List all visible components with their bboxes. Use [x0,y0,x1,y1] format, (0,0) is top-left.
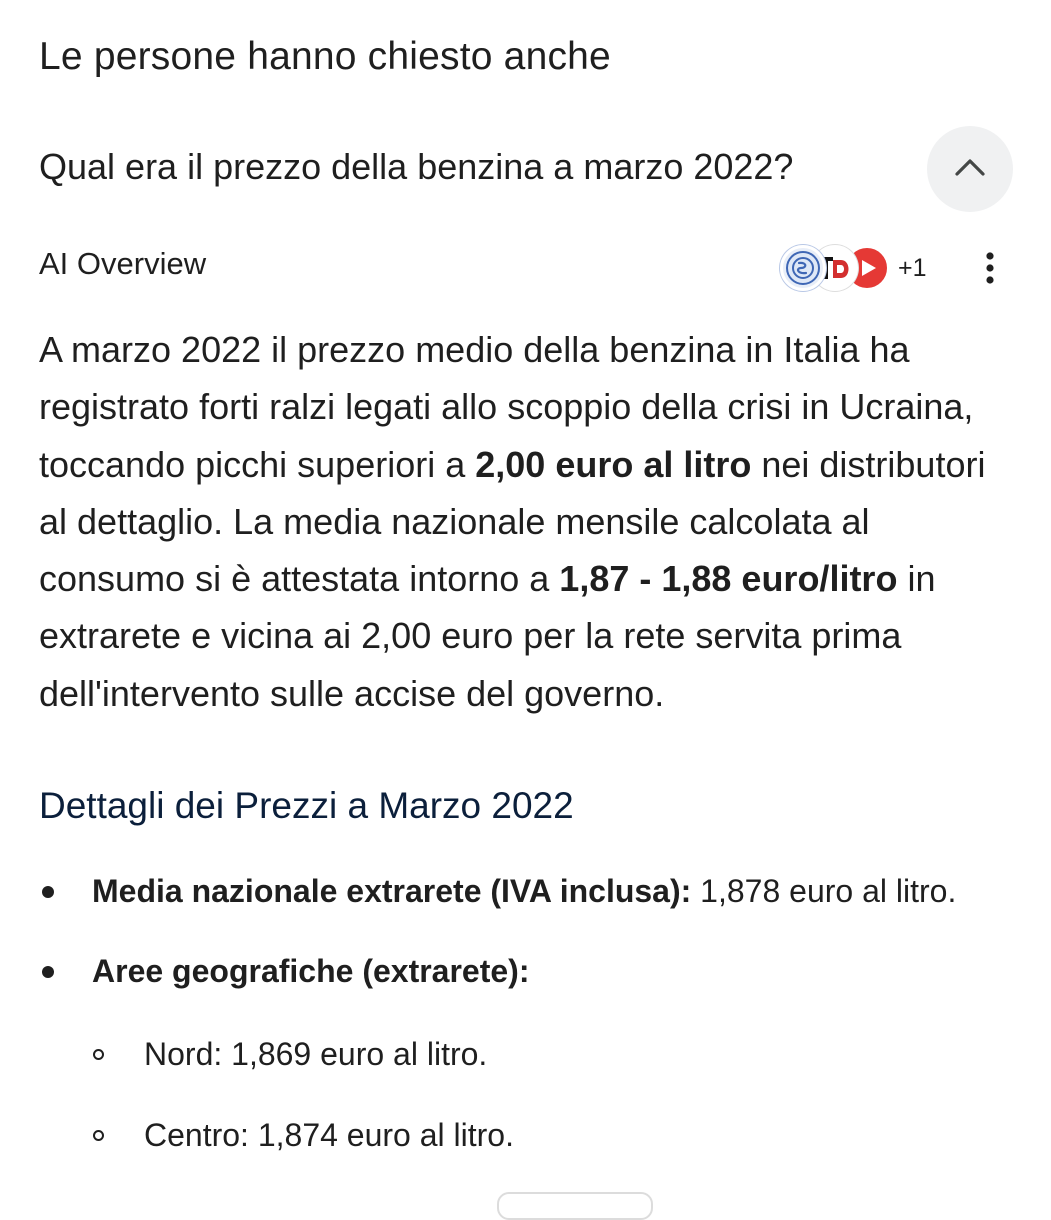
bullet-dot-icon [42,886,54,898]
question-text[interactable]: Qual era il prezzo della benzina a marzo 2022? [39,146,794,187]
circle-seal-logo-icon [780,245,826,291]
ai-overview-paragraph [39,321,1019,722]
list-item-label: Media nazionale extrarete (IVA inclusa): [92,873,692,909]
circle-bullet-icon [93,1130,104,1141]
list-item-text [92,866,956,916]
collapse-button[interactable] [927,126,1013,212]
list-item-label: Aree geografiche (extrarete): [92,953,530,989]
sources-button[interactable] [780,242,927,294]
list-item-text [92,946,529,996]
overview-text-part: A marzo 2022 il prezzo medio della benzina in Italia ha registrato forti ralzi legati allo scoppio della crisi in Ucraina, toccando picchi superiori a [39,329,974,485]
question-row[interactable] [0,126,1051,212]
chevron-up-icon [953,156,987,183]
show-more-pill[interactable] [497,1192,653,1220]
section-title: Le persone hanno chiesto anche [39,35,611,78]
sub-list-item [0,1110,1051,1160]
sub-list-item-text: Nord: 1,869 euro al litro. [144,1036,488,1072]
more-options-button[interactable] [975,248,1005,292]
overview-highlight: 1,87 - 1,88 euro/litro [559,558,898,600]
vertical-dots-icon [985,251,995,290]
circle-bullet-icon [93,1049,104,1060]
bullet-dot-icon [42,966,54,978]
list-item [0,866,1051,916]
details-heading: Dettagli dei Prezzi a Marzo 2022 [39,785,574,826]
sources-count: +1 [898,253,927,282]
overview-text-part: in extrarete e vicina ai 2,00 euro per la rete servita prima dell'intervento sulle accise del governo. [39,558,936,714]
overview-highlight: 2,00 euro al litro [475,443,752,485]
list-item-value: 1,878 euro al litro. [691,873,957,909]
sub-list-item-text: Centro: 1,874 euro al litro. [144,1117,514,1153]
ai-overview-label: AI Overview [39,246,207,281]
list-item [0,946,1051,996]
sub-list-item [0,1029,1051,1079]
ai-overview-header [0,238,1051,298]
overview-text-part: nei distributori al dettaglio. La media nazionale mensile calcolata al consumo si è attestata intorno a [39,443,986,600]
